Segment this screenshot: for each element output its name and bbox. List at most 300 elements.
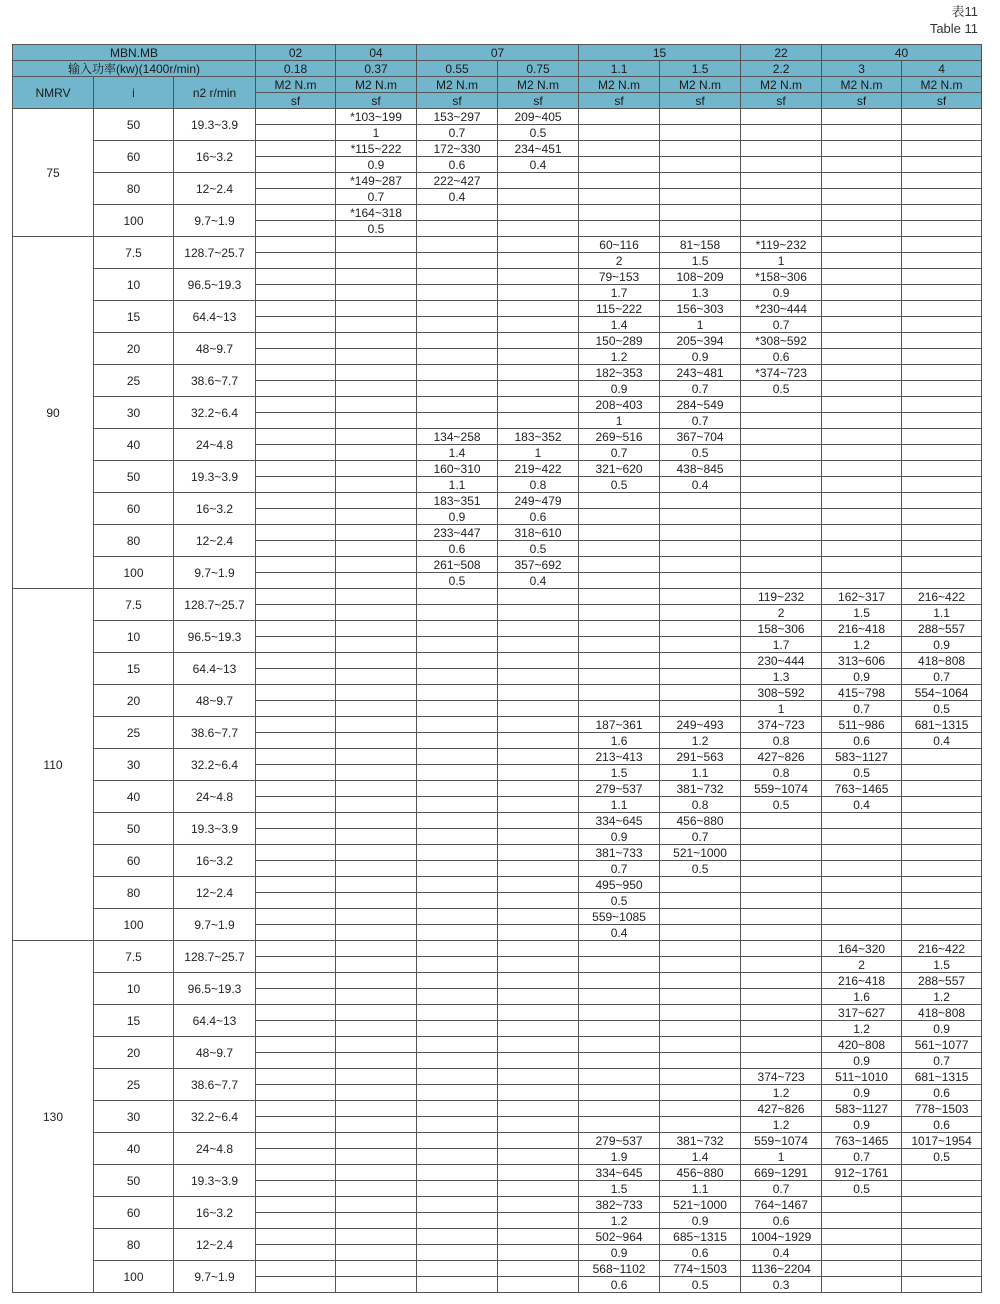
sf-cell <box>336 829 417 845</box>
torque-cell <box>417 845 498 861</box>
torque-cell: 374~723 <box>741 1069 822 1085</box>
ratio-cell: 10 <box>94 973 174 1005</box>
sf-cell <box>660 221 741 237</box>
sf-cell <box>417 925 498 941</box>
torque-cell: 763~1465 <box>822 1133 902 1149</box>
sf-header: sf <box>741 93 822 109</box>
table-row <box>13 365 982 381</box>
speed-cell: 16~3.2 <box>174 141 256 173</box>
sf-cell: 0.4 <box>902 733 982 749</box>
torque-cell: 261~508 <box>417 557 498 573</box>
torque-cell <box>498 685 579 701</box>
sf-cell: 0.7 <box>417 125 498 141</box>
torque-cell <box>822 877 902 893</box>
torque-cell <box>741 493 822 509</box>
torque-cell: 81~158 <box>660 237 741 253</box>
torque-cell: 381~733 <box>579 845 660 861</box>
torque-cell <box>902 397 982 413</box>
torque-cell <box>498 589 579 605</box>
sf-cell: 0.5 <box>822 1181 902 1197</box>
sf-cell <box>417 957 498 973</box>
sf-cell <box>256 317 336 333</box>
sf-cell: 0.9 <box>822 1053 902 1069</box>
torque-cell: 308~592 <box>741 685 822 701</box>
torque-cell <box>579 557 660 573</box>
torque-cell <box>822 429 902 445</box>
torque-cell <box>822 1229 902 1245</box>
sf-cell: 0.6 <box>741 1213 822 1229</box>
torque-cell <box>498 1229 579 1245</box>
table-label <box>930 3 978 37</box>
torque-cell <box>741 813 822 829</box>
torque-cell <box>417 365 498 381</box>
torque-cell <box>579 685 660 701</box>
sf-cell <box>660 989 741 1005</box>
speed-cell: 9.7~1.9 <box>174 557 256 589</box>
table-row <box>13 205 982 221</box>
torque-cell <box>256 1229 336 1245</box>
sf-cell <box>498 221 579 237</box>
torque-cell <box>256 1005 336 1021</box>
torque-cell <box>417 1069 498 1085</box>
sf-cell <box>336 1149 417 1165</box>
sf-cell <box>336 1085 417 1101</box>
sf-cell: 0.7 <box>902 1053 982 1069</box>
torque-cell: 502~964 <box>579 1229 660 1245</box>
speed-cell: 32.2~6.4 <box>174 397 256 429</box>
sf-cell <box>256 189 336 205</box>
sf-cell <box>579 541 660 557</box>
torque-cell <box>498 205 579 221</box>
sf-cell: 0.7 <box>741 317 822 333</box>
table-row <box>13 845 982 861</box>
torque-cell <box>902 525 982 541</box>
sf-cell <box>336 413 417 429</box>
torque-cell <box>336 1165 417 1181</box>
sf-cell: 1.4 <box>417 445 498 461</box>
sf-cell: 1.1 <box>660 765 741 781</box>
speed-cell: 19.3~3.9 <box>174 813 256 845</box>
sf-cell: 0.5 <box>741 381 822 397</box>
torque-cell <box>256 301 336 317</box>
sf-cell <box>660 701 741 717</box>
sf-cell <box>336 765 417 781</box>
speed-cell: 16~3.2 <box>174 493 256 525</box>
sf-cell: 0.8 <box>660 797 741 813</box>
ratio-cell: 60 <box>94 141 174 173</box>
ratio-cell: 50 <box>94 109 174 141</box>
torque-cell: 153~297 <box>417 109 498 125</box>
torque-cell <box>256 333 336 349</box>
torque-cell: 521~1000 <box>660 845 741 861</box>
torque-cell <box>256 589 336 605</box>
sf-cell: 0.5 <box>417 573 498 589</box>
m2-header: M2 N.m <box>741 77 822 93</box>
sf-cell: 0.9 <box>417 509 498 525</box>
sf-cell: 0.9 <box>579 829 660 845</box>
torque-cell <box>256 781 336 797</box>
torque-cell <box>741 429 822 445</box>
sf-cell <box>256 1085 336 1101</box>
table-row <box>13 557 982 573</box>
table-row <box>13 429 982 445</box>
sf-cell <box>660 1053 741 1069</box>
power-label: 输入功率(kw)(1400r/min) <box>13 61 256 77</box>
torque-cell <box>660 621 741 637</box>
table-row <box>13 685 982 701</box>
torque-cell <box>336 621 417 637</box>
sf-cell: 0.9 <box>660 1213 741 1229</box>
sf-cell: 0.5 <box>660 445 741 461</box>
torque-cell: 205~394 <box>660 333 741 349</box>
sf-cell <box>417 1149 498 1165</box>
torque-cell: 222~427 <box>417 173 498 189</box>
torque-cell: *230~444 <box>741 301 822 317</box>
sf-cell: 1.7 <box>579 285 660 301</box>
sf-cell <box>256 989 336 1005</box>
sf-cell <box>336 1117 417 1133</box>
sf-cell: 0.8 <box>741 733 822 749</box>
sf-cell: 1.6 <box>822 989 902 1005</box>
power-header: 0.55 <box>417 61 498 77</box>
sf-header: sf <box>336 93 417 109</box>
torque-cell <box>336 1069 417 1085</box>
sf-cell <box>741 925 822 941</box>
sf-cell <box>498 413 579 429</box>
ratio-cell: 30 <box>94 397 174 429</box>
torque-cell: 279~537 <box>579 781 660 797</box>
torque-cell: 158~306 <box>741 621 822 637</box>
sf-cell <box>256 413 336 429</box>
torque-cell <box>256 621 336 637</box>
torque-cell <box>741 461 822 477</box>
sf-cell: 0.5 <box>579 893 660 909</box>
m2-header: M2 N.m <box>579 77 660 93</box>
table-row <box>13 909 982 925</box>
torque-cell <box>741 525 822 541</box>
sf-cell: 1.1 <box>417 477 498 493</box>
torque-cell <box>822 909 902 925</box>
ratio-cell: 15 <box>94 1005 174 1037</box>
speed-cell: 48~9.7 <box>174 685 256 717</box>
torque-cell <box>822 141 902 157</box>
torque-cell: 288~557 <box>902 973 982 989</box>
torque-cell <box>498 1133 579 1149</box>
torque-cell <box>660 109 741 125</box>
ratio-cell: 80 <box>94 173 174 205</box>
sf-cell: 0.9 <box>741 285 822 301</box>
sf-cell <box>902 157 982 173</box>
sf-cell <box>336 925 417 941</box>
sf-cell <box>417 253 498 269</box>
frame-header: 04 <box>336 45 417 61</box>
torque-cell <box>498 301 579 317</box>
torque-cell <box>902 237 982 253</box>
sf-cell <box>902 189 982 205</box>
sf-cell: 1.5 <box>579 765 660 781</box>
sf-cell <box>498 349 579 365</box>
sf-header: sf <box>498 93 579 109</box>
sf-cell <box>822 509 902 525</box>
m2-header: M2 N.m <box>256 77 336 93</box>
torque-cell <box>902 1261 982 1277</box>
sf-cell <box>660 925 741 941</box>
torque-cell <box>256 973 336 989</box>
table-row <box>13 1005 982 1021</box>
n2-label: n2 r/min <box>174 77 256 109</box>
torque-cell <box>822 813 902 829</box>
sf-cell: 0.4 <box>741 1245 822 1261</box>
torque-cell: 561~1077 <box>902 1037 982 1053</box>
sf-cell: 1 <box>741 1149 822 1165</box>
sf-cell <box>336 637 417 653</box>
sf-cell <box>741 157 822 173</box>
sf-cell: 1.2 <box>902 989 982 1005</box>
sf-cell <box>822 861 902 877</box>
torque-cell <box>256 557 336 573</box>
sf-cell <box>336 381 417 397</box>
sf-cell <box>336 989 417 1005</box>
sf-cell <box>498 861 579 877</box>
sf-cell <box>822 349 902 365</box>
table-row <box>13 461 982 477</box>
torque-cell <box>256 1069 336 1085</box>
sf-cell: 0.5 <box>660 861 741 877</box>
sf-cell <box>498 605 579 621</box>
torque-cell <box>336 557 417 573</box>
torque-cell: *115~222 <box>336 141 417 157</box>
sf-cell <box>579 1053 660 1069</box>
torque-cell: 912~1761 <box>822 1165 902 1181</box>
torque-cell: 216~418 <box>822 621 902 637</box>
ratio-cell: 10 <box>94 269 174 301</box>
torque-cell <box>741 205 822 221</box>
torque-cell <box>579 493 660 509</box>
torque-cell: 119~232 <box>741 589 822 605</box>
torque-cell: 288~557 <box>902 621 982 637</box>
ratio-cell: 20 <box>94 1037 174 1069</box>
torque-cell: 763~1465 <box>822 781 902 797</box>
table-row <box>13 941 982 957</box>
sf-cell: 1.9 <box>579 1149 660 1165</box>
sf-cell <box>741 829 822 845</box>
sf-cell: 1.1 <box>660 1181 741 1197</box>
m2-header: M2 N.m <box>417 77 498 93</box>
torque-cell <box>498 173 579 189</box>
sf-header: sf <box>256 93 336 109</box>
torque-cell <box>336 237 417 253</box>
torque-cell <box>498 365 579 381</box>
torque-cell <box>256 109 336 125</box>
torque-cell: 269~516 <box>579 429 660 445</box>
sf-cell: 1 <box>336 125 417 141</box>
ratio-cell: 60 <box>94 845 174 877</box>
sf-cell <box>256 605 336 621</box>
power-header: 1.1 <box>579 61 660 77</box>
sf-cell <box>579 669 660 685</box>
sf-cell: 0.4 <box>417 189 498 205</box>
torque-cell: 420~808 <box>822 1037 902 1053</box>
sf-cell <box>902 221 982 237</box>
torque-cell <box>498 397 579 413</box>
sf-cell: 0.9 <box>822 669 902 685</box>
torque-cell: 321~620 <box>579 461 660 477</box>
torque-cell <box>256 1133 336 1149</box>
speed-cell: 64.4~13 <box>174 301 256 333</box>
ratio-cell: 7.5 <box>94 589 174 621</box>
ratio-cell: 15 <box>94 301 174 333</box>
torque-cell: 438~845 <box>660 461 741 477</box>
sf-cell <box>498 797 579 813</box>
sf-cell <box>498 1181 579 1197</box>
sf-cell <box>660 189 741 205</box>
sf-cell <box>336 605 417 621</box>
sf-cell <box>417 285 498 301</box>
torque-cell: 183~351 <box>417 493 498 509</box>
ratio-cell: 100 <box>94 557 174 589</box>
ratio-cell: 40 <box>94 429 174 461</box>
torque-cell <box>741 973 822 989</box>
torque-cell <box>336 429 417 445</box>
torque-cell <box>660 1101 741 1117</box>
sf-cell <box>336 1021 417 1037</box>
torque-cell: 1136~2204 <box>741 1261 822 1277</box>
torque-cell <box>256 1037 336 1053</box>
torque-cell: 495~950 <box>579 877 660 893</box>
sf-cell: 0.5 <box>498 125 579 141</box>
sf-cell: 0.7 <box>741 1181 822 1197</box>
torque-cell <box>741 141 822 157</box>
table-row <box>13 589 982 605</box>
speed-cell: 19.3~3.9 <box>174 461 256 493</box>
torque-cell <box>579 1037 660 1053</box>
sf-cell <box>741 509 822 525</box>
torque-cell <box>822 1197 902 1213</box>
sf-cell <box>256 765 336 781</box>
sf-cell: 0.5 <box>498 541 579 557</box>
sf-cell <box>822 893 902 909</box>
sf-cell: 0.7 <box>579 861 660 877</box>
ratio-cell: 30 <box>94 1101 174 1133</box>
torque-cell: 418~808 <box>902 1005 982 1021</box>
torque-cell <box>417 333 498 349</box>
torque-cell: 456~880 <box>660 1165 741 1181</box>
table-row <box>13 1037 982 1053</box>
sf-header: sf <box>417 93 498 109</box>
torque-cell <box>336 525 417 541</box>
sf-cell <box>822 477 902 493</box>
table-row <box>13 173 982 189</box>
sf-cell: 0.9 <box>902 637 982 653</box>
torque-cell <box>579 973 660 989</box>
header-m2-row <box>13 77 982 93</box>
sf-cell <box>256 701 336 717</box>
sf-cell <box>417 605 498 621</box>
sf-cell <box>256 669 336 685</box>
ratio-cell: 100 <box>94 1261 174 1293</box>
sf-cell <box>417 1021 498 1037</box>
sf-cell <box>741 1053 822 1069</box>
sf-cell <box>498 829 579 845</box>
torque-cell <box>256 237 336 253</box>
torque-cell <box>336 333 417 349</box>
sf-cell: 1 <box>660 317 741 333</box>
torque-cell <box>498 941 579 957</box>
torque-cell <box>579 141 660 157</box>
torque-cell <box>822 397 902 413</box>
torque-cell <box>660 205 741 221</box>
table-row <box>13 1101 982 1117</box>
torque-cell <box>660 493 741 509</box>
sf-cell <box>498 989 579 1005</box>
sf-cell <box>256 573 336 589</box>
sf-cell: 0.5 <box>741 797 822 813</box>
torque-cell <box>256 845 336 861</box>
torque-cell <box>741 557 822 573</box>
sf-cell <box>660 573 741 589</box>
sf-cell <box>256 1245 336 1261</box>
speed-cell: 128.7~25.7 <box>174 237 256 269</box>
nmrv-cell: 130 <box>13 941 94 1293</box>
sf-cell <box>660 893 741 909</box>
sf-cell <box>256 925 336 941</box>
table-row <box>13 525 982 541</box>
sf-cell: 1.4 <box>660 1149 741 1165</box>
motor-label: MBN.MB <box>13 45 256 61</box>
sf-cell: 1.3 <box>741 669 822 685</box>
table-row <box>13 397 982 413</box>
torque-cell <box>741 109 822 125</box>
speed-cell: 48~9.7 <box>174 333 256 365</box>
torque-cell <box>336 493 417 509</box>
sf-cell <box>417 765 498 781</box>
speed-cell: 32.2~6.4 <box>174 1101 256 1133</box>
torque-cell: *308~592 <box>741 333 822 349</box>
sf-cell: 1.7 <box>741 637 822 653</box>
speed-cell: 96.5~19.3 <box>174 269 256 301</box>
sf-cell <box>417 1181 498 1197</box>
torque-cell <box>498 781 579 797</box>
torque-cell <box>660 877 741 893</box>
sf-cell <box>822 221 902 237</box>
ratio-cell: 25 <box>94 365 174 397</box>
sf-cell <box>417 701 498 717</box>
torque-cell <box>822 525 902 541</box>
m2-header: M2 N.m <box>336 77 417 93</box>
speed-cell: 96.5~19.3 <box>174 621 256 653</box>
torque-cell <box>417 237 498 253</box>
speed-cell: 24~4.8 <box>174 429 256 461</box>
torque-cell <box>579 525 660 541</box>
torque-cell <box>336 1229 417 1245</box>
table-row <box>13 1197 982 1213</box>
torque-cell: 234~451 <box>498 141 579 157</box>
sf-cell <box>417 221 498 237</box>
torque-cell <box>417 973 498 989</box>
sf-cell: 1.2 <box>741 1085 822 1101</box>
torque-cell <box>660 941 741 957</box>
torque-cell: 583~1127 <box>822 749 902 765</box>
sf-cell <box>822 253 902 269</box>
table-row <box>13 621 982 637</box>
sf-cell: 2 <box>579 253 660 269</box>
torque-cell <box>579 205 660 221</box>
torque-cell <box>256 429 336 445</box>
torque-cell: 313~606 <box>822 653 902 669</box>
torque-cell <box>417 877 498 893</box>
torque-cell <box>822 301 902 317</box>
sf-cell: 0.7 <box>660 829 741 845</box>
